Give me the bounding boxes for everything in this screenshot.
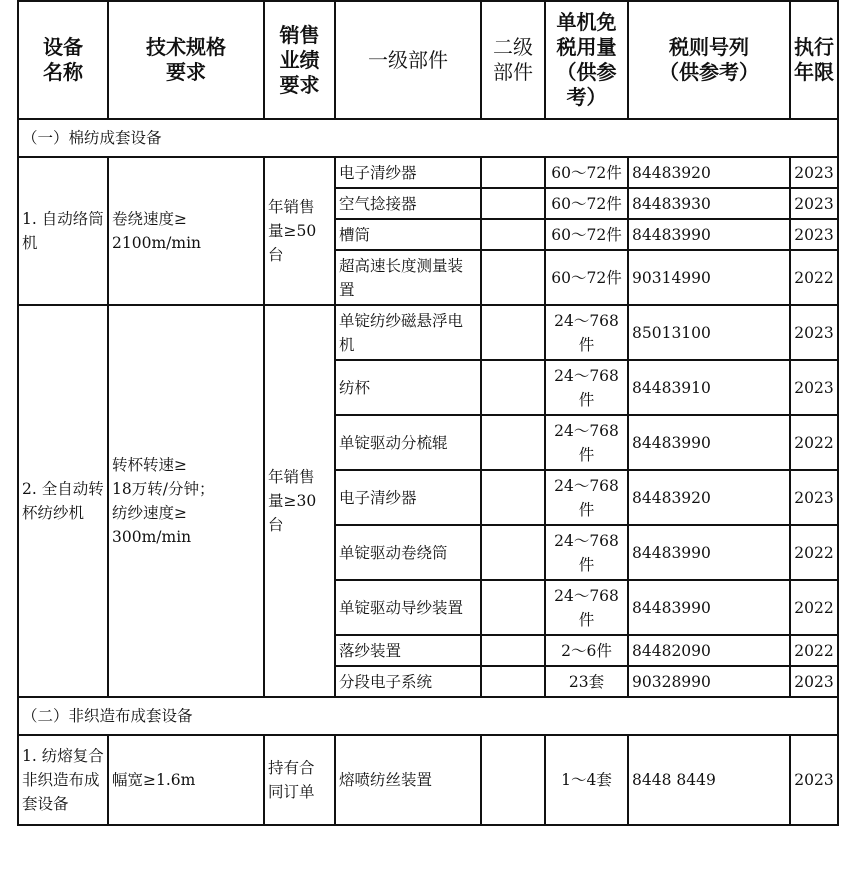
quantity-cell: 24～768 件 [545, 360, 628, 415]
level1-part-cell: 超高速长度测量装置 [335, 250, 481, 305]
tariff-code-cell: 84483930 [628, 188, 790, 219]
quantity-cell: 1～4套 [545, 735, 628, 825]
level2-part-cell [481, 666, 545, 697]
sales-requirement-cell: 年销售 量≥50 台 [264, 157, 335, 305]
quantity-cell: 23套 [545, 666, 628, 697]
level2-part-cell [481, 470, 545, 525]
level2-part-cell [481, 305, 545, 360]
term-year-cell: 2022 [790, 580, 838, 635]
quantity-cell: 60～72件 [545, 188, 628, 219]
term-year-cell: 2023 [790, 219, 838, 250]
header-level2-part: 二级 部件 [481, 1, 545, 119]
tech-spec-cell: 转杯转速≥ 18万转/分钟； 纺纱速度≥ 300m/min [108, 305, 264, 697]
term-year-cell: 2023 [790, 157, 838, 188]
level1-part-cell: 分段电子系统 [335, 666, 481, 697]
term-year-cell: 2022 [790, 635, 838, 666]
term-year-cell: 2023 [790, 360, 838, 415]
header-row [18, 1, 838, 119]
quantity-cell: 24～768 件 [545, 415, 628, 470]
header-equipment-name: 设备 名称 [18, 1, 108, 119]
quantity-cell: 60～72件 [545, 219, 628, 250]
header-quantity: 单机免 税用量 （供参 考） [545, 1, 628, 119]
tariff-code-cell: 84483990 [628, 219, 790, 250]
tech-spec-cell: 幅宽≥1.6m [108, 735, 264, 825]
quantity-cell: 24～768 件 [545, 580, 628, 635]
level1-part-cell: 熔喷纺丝装置 [335, 735, 481, 825]
level1-part-cell: 电子清纱器 [335, 157, 481, 188]
level2-part-cell [481, 525, 545, 580]
term-year-cell: 2022 [790, 415, 838, 470]
tariff-code-cell: 8448 8449 [628, 735, 790, 825]
level1-part-cell: 槽筒 [335, 219, 481, 250]
level2-part-cell [481, 580, 545, 635]
level1-part-cell: 单锭驱动导纱装置 [335, 580, 481, 635]
term-year-cell: 2023 [790, 666, 838, 697]
level1-part-cell: 纺杯 [335, 360, 481, 415]
header-level1-part: 一级部件 [335, 1, 481, 119]
quantity-cell: 2～6件 [545, 635, 628, 666]
tariff-code-cell: 84483910 [628, 360, 790, 415]
quantity-cell: 24～768 件 [545, 525, 628, 580]
term-year-cell: 2023 [790, 188, 838, 219]
equipment-name-cell: 1. 纺熔复合非织造布成套设备 [18, 735, 108, 825]
term-year-cell: 2023 [790, 305, 838, 360]
level2-part-cell [481, 188, 545, 219]
header-term: 执行 年限 [790, 1, 838, 119]
level1-part-cell: 单锭驱动分梳辊 [335, 415, 481, 470]
table-row [18, 305, 838, 360]
table-row [18, 157, 838, 188]
tariff-code-cell: 84483990 [628, 525, 790, 580]
tariff-code-cell: 85013100 [628, 305, 790, 360]
header-tariff-code: 税则号列 （供参考） [628, 1, 790, 119]
table-row [18, 735, 838, 825]
term-year-cell: 2023 [790, 470, 838, 525]
section-title: （一）棉纺成套设备 [18, 119, 838, 157]
tariff-code-cell: 90314990 [628, 250, 790, 305]
tech-spec-cell: 卷绕速度≥ 2100m/min [108, 157, 264, 305]
term-year-cell: 2022 [790, 525, 838, 580]
equipment-table [17, 0, 839, 826]
tariff-code-cell: 84483920 [628, 470, 790, 525]
sales-requirement-cell: 年销售 量≥30 台 [264, 305, 335, 697]
tariff-code-cell: 84483990 [628, 580, 790, 635]
header-tech-spec: 技术规格 要求 [108, 1, 264, 119]
level1-part-cell: 单锭驱动卷绕筒 [335, 525, 481, 580]
term-year-cell: 2022 [790, 250, 838, 305]
quantity-cell: 24～768 件 [545, 305, 628, 360]
level1-part-cell: 电子清纱器 [335, 470, 481, 525]
tariff-code-cell: 84483920 [628, 157, 790, 188]
header-sales-requirement: 销售 业绩 要求 [264, 1, 335, 119]
level2-part-cell [481, 415, 545, 470]
sales-requirement-cell: 持有合 同订单 [264, 735, 335, 825]
level2-part-cell [481, 635, 545, 666]
quantity-cell: 60～72件 [545, 157, 628, 188]
level2-part-cell [481, 157, 545, 188]
level2-part-cell [481, 250, 545, 305]
quantity-cell: 24～768 件 [545, 470, 628, 525]
level1-part-cell: 落纱装置 [335, 635, 481, 666]
tariff-code-cell: 84483990 [628, 415, 790, 470]
level2-part-cell [481, 219, 545, 250]
tariff-code-cell: 90328990 [628, 666, 790, 697]
term-year-cell: 2023 [790, 735, 838, 825]
equipment-name-cell: 1. 自动络筒机 [18, 157, 108, 305]
section-row [18, 119, 838, 157]
section-row [18, 697, 838, 735]
table-body [18, 119, 838, 825]
level2-part-cell [481, 735, 545, 825]
tariff-code-cell: 84482090 [628, 635, 790, 666]
level1-part-cell: 空气捻接器 [335, 188, 481, 219]
level1-part-cell: 单锭纺纱磁悬浮电机 [335, 305, 481, 360]
section-title: （二）非织造布成套设备 [18, 697, 838, 735]
quantity-cell: 60～72件 [545, 250, 628, 305]
equipment-name-cell: 2. 全自动转杯纺纱机 [18, 305, 108, 697]
level2-part-cell [481, 360, 545, 415]
